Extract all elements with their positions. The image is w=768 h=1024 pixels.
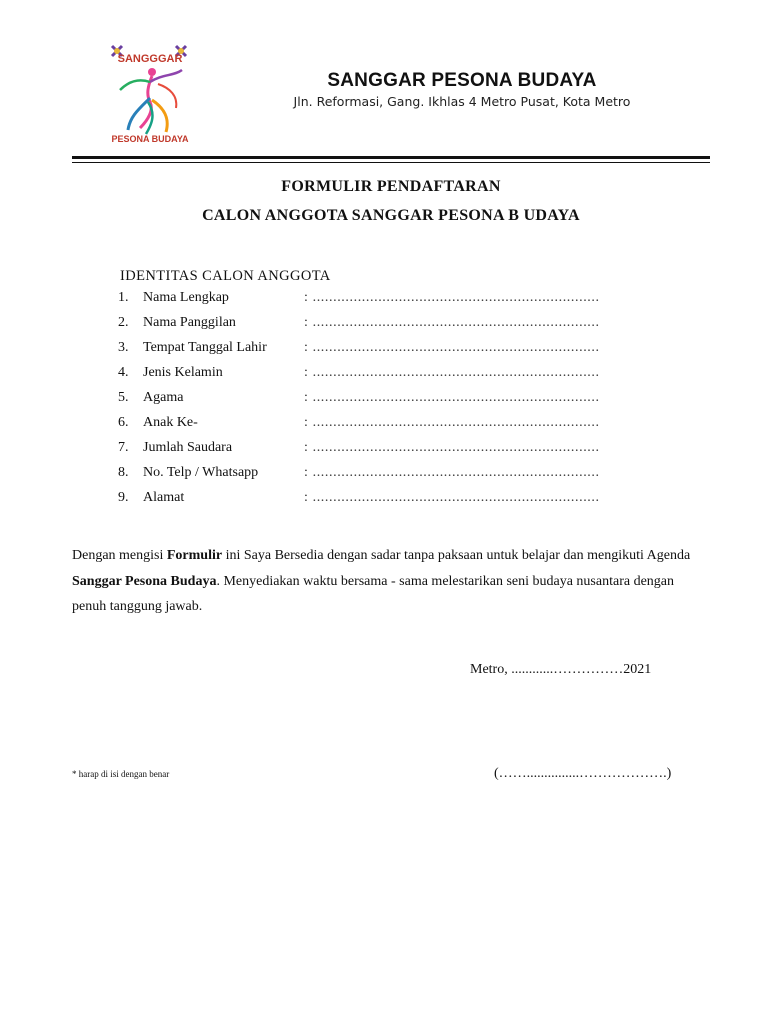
field-blank[interactable]: : ...................................................................... <box>304 365 600 380</box>
field-label: Nama Lengkap <box>143 290 229 305</box>
footnote: * harap di isi dengan benar <box>72 769 170 779</box>
field-blank[interactable]: : ...................................................................... <box>304 415 600 430</box>
field-label: Alamat <box>143 490 185 505</box>
field-label: Agama <box>143 390 184 405</box>
field-label: Nama Panggilan <box>143 315 236 330</box>
field-number: 1. <box>118 290 129 305</box>
field-blank[interactable]: : ...................................................................... <box>304 315 600 330</box>
field-row-anak-ke <box>118 413 678 438</box>
field-label: No. Telp / Whatsapp <box>143 465 259 480</box>
dancer-figure <box>120 68 182 134</box>
field-row-agama <box>118 388 678 413</box>
consent-statement <box>72 543 692 620</box>
field-number: 2. <box>118 315 129 330</box>
logo-top-text: SANGGGAR <box>117 53 183 65</box>
statement-bold-sanggar: Sanggar Pesona Budaya <box>72 573 217 589</box>
form-subtitle: CALON ANGGOTA SANGGAR PESONA B UDAYA <box>202 207 580 224</box>
letterhead-divider-thick <box>72 156 710 159</box>
field-row-alamat <box>118 488 678 513</box>
field-row-no-telp <box>118 463 678 488</box>
sanggar-logo <box>100 38 200 148</box>
field-number: 3. <box>118 340 129 355</box>
identity-field-list <box>118 288 678 513</box>
logo-bottom-text: PESONA BUDAYA <box>111 134 189 144</box>
field-number: 6. <box>118 415 129 430</box>
field-row-tempat-tanggal-lahir <box>118 338 678 363</box>
field-label: Jenis Kelamin <box>143 365 223 380</box>
field-label: Jumlah Saudara <box>143 440 233 455</box>
field-number: 5. <box>118 390 129 405</box>
statement-bold-formulir: Formulir <box>166 548 223 563</box>
identity-section-heading: IDENTITAS CALON ANGGOTA <box>120 268 331 284</box>
field-label: Anak Ke- <box>143 415 198 430</box>
field-label: Tempat Tanggal Lahir <box>143 340 267 355</box>
statement-text: ini Saya Bersedia dengan sadar tanpa paksaan untuk belajar dan mengikuti Agenda <box>222 548 691 563</box>
field-blank[interactable]: : ...................................................................... <box>304 490 600 505</box>
field-blank[interactable]: : ...................................................................... <box>304 440 600 455</box>
field-number: 4. <box>118 365 129 380</box>
place-date-line[interactable]: Metro, ............……………2021 <box>470 662 652 677</box>
field-blank[interactable]: : ...................................................................... <box>304 390 600 405</box>
field-number: 8. <box>118 465 129 480</box>
field-row-nama-lengkap <box>118 288 678 313</box>
field-blank[interactable]: : ...................................................................... <box>304 340 600 355</box>
field-number: 7. <box>118 440 129 455</box>
organization-address: Jln. Reformasi, Gang. Ikhlas 4 Metro Pusat, Kota Metro <box>293 94 631 109</box>
field-row-jumlah-saudara <box>118 438 678 463</box>
letterhead-divider-thin <box>72 162 710 163</box>
field-blank[interactable]: : ...................................................................... <box>304 290 600 305</box>
field-row-jenis-kelamin <box>118 363 678 388</box>
organization-name: SANGGAR PESONA BUDAYA <box>327 70 597 91</box>
signature-line[interactable]: (……...............……………….) <box>494 766 672 781</box>
field-number: 9. <box>118 490 129 505</box>
statement-text: Dengan mengisi <box>72 548 167 563</box>
field-row-nama-panggilan <box>118 313 678 338</box>
form-title: FORMULIR PENDAFTARAN <box>281 178 501 195</box>
statement-text: . Menyediakan waktu bersama - sama melestarikan seni budaya nusantara dengan penuh tanggung jawab. <box>72 573 675 614</box>
field-blank[interactable]: : ...................................................................... <box>304 465 600 480</box>
